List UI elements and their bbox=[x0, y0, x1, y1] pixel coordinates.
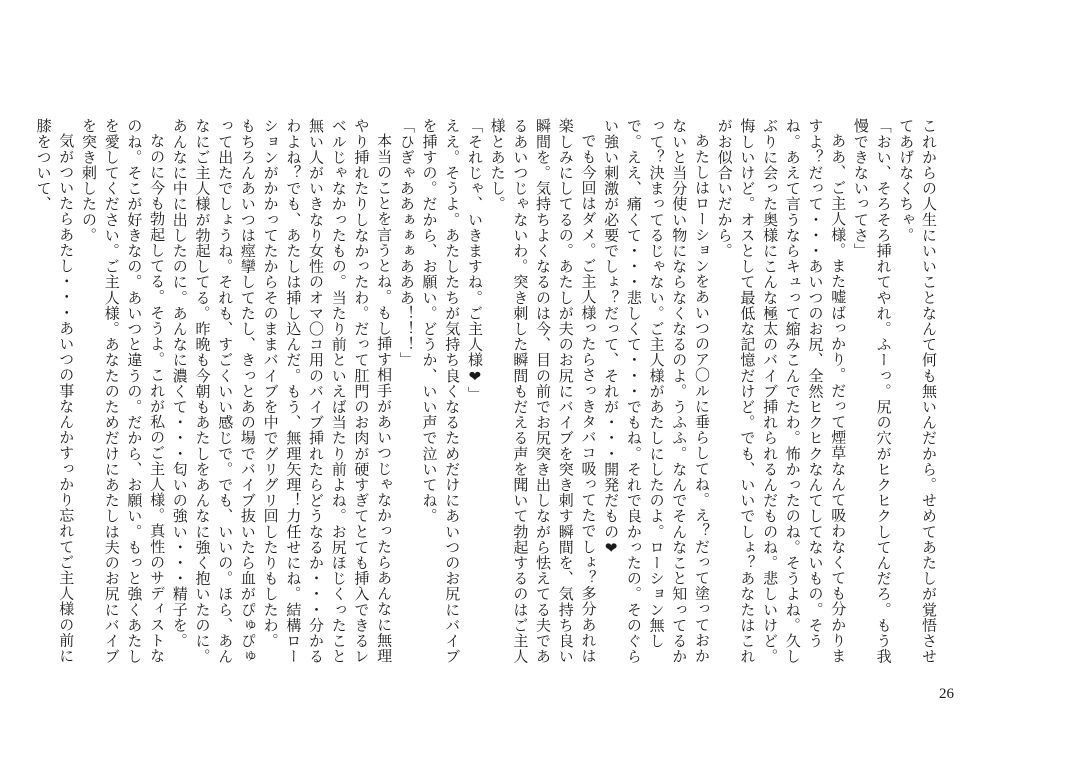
paragraph-12: 気がついたらあたし・・・あいつの事なんかすっかり忘れてご主人様の前に膝をついて、 bbox=[34, 118, 76, 664]
paragraph-5: でも今回はダメ。ご主人様ったらさっきタバコ吸ってたでしょ？多分あれは楽しみにしてるの。あたしが夫のお尻にバイブを突き刺す瞬間を、気持ち良い瞬間を。気持ちよくなるのは今、目の前でお尻突き出しながら怯えてる夫であるあいつじゃないわ。突き刺した瞬間もだえる声を聞いて勃起するのはご主人様とあたし。 bbox=[488, 118, 598, 664]
paragraph-2: 「おい、そろそろ挿れてやれ。ふーっ。尻の穴がヒクヒクしてんだろ。もう我慢できないってさ」 bbox=[851, 118, 893, 664]
paragraph-9: 本当のことを言うとね。もし挿す相手があいつじゃなかったらあんなに無理やり挿れたりしなかったわ。だって肛門のお肉が硬すぎてとても挿入できるレベルじゃなかったもの。当たり前といえば当たり前よね。お尻ほじくったこと無い人がいきなり女性のオマ〇コ用のバイブ挿れたらどうなるか・・・分かるわよね？でも、あたしは挿し込んだ。もう、無理矢理！力任せにね。結構ローションがかかってたからそのままバイブを中でグリグリ回したりもしたわ。 bbox=[261, 118, 394, 664]
paragraph-7: ええ。そうよ。あたしたちが気持ち良くなるためだけにあいつのお尻にバイブを挿すの。だから、お願い。どうか、いい声で泣いてね。 bbox=[420, 118, 462, 664]
vertical-text-body bbox=[34, 118, 940, 673]
paragraph-6: 「それじゃ、いきますね。ご主人様❤」 bbox=[465, 118, 484, 402]
paragraph-11: なのに今も勃起してる。そうよ。これが私のご主人様。真性のサディストなのね。そこが好きなの。あいつと違うの。だから、お願い。もっと強くあたしを愛してください。ご主人様。あなたのためだけにあたしは夫のお尻にバイブを突き刺したの。 bbox=[79, 118, 167, 664]
paragraph-8: 「ひぎゃああぁぁぁあああ！！！」 bbox=[397, 118, 416, 368]
paragraph-10: もちろんあいつは痙攣してたし、きっとあの場でバイブ抜いたら血がぴゅぴゅって出たでしょうね。それも、すごくいい感じで。でも、いいの。ほら、あんなにご主人様が勃起してる。昨晩も今朝もあたしをあんなに強く抱いたのに。あんなに中に出したのに。あんなに濃くて・・・匂いの強い・・・精子を。 bbox=[170, 118, 257, 664]
paragraph-3: ああ、ご主人様。また嘘ばっかり。だって煙草なんて吸わなくても分かりますよ？だって・・・あいつのお尻、全然ヒクヒクなんてしてないもの。そうね。あえて言うならキュって縮みこんでたわ。怖かったのね。そうよね。久しぶりに会った奥様にこんな極太のバイブ挿れられるんだものね。悲しいけど。悔しいけど。オスとして最低な記憶だけど。でも、いいでしょ？あなたはこれがお似合いだから。 bbox=[715, 118, 848, 664]
paragraph-4: あたしはローションをあいつのア〇ルに垂らしてね。え？だって塗っておかないと当分使い物にならなくなるのよ。うふふ。なんでそんなこと知ってるかって？決まってるじゃない。ご主人様があたしにしたのよ。ローション無しで。ええ、痛くて・・・悲しくて・・・でもね。それで良かったの。そのぐらい強い刺激が必要でしょ？だって、それが・・・開発だもの❤ bbox=[602, 118, 711, 664]
page-number: 26 bbox=[939, 686, 954, 702]
paragraph-1: これからの人生にいいことなんて何も無いんだから。せめてあたしが覚悟させてあげなくちゃ。 bbox=[897, 118, 938, 664]
